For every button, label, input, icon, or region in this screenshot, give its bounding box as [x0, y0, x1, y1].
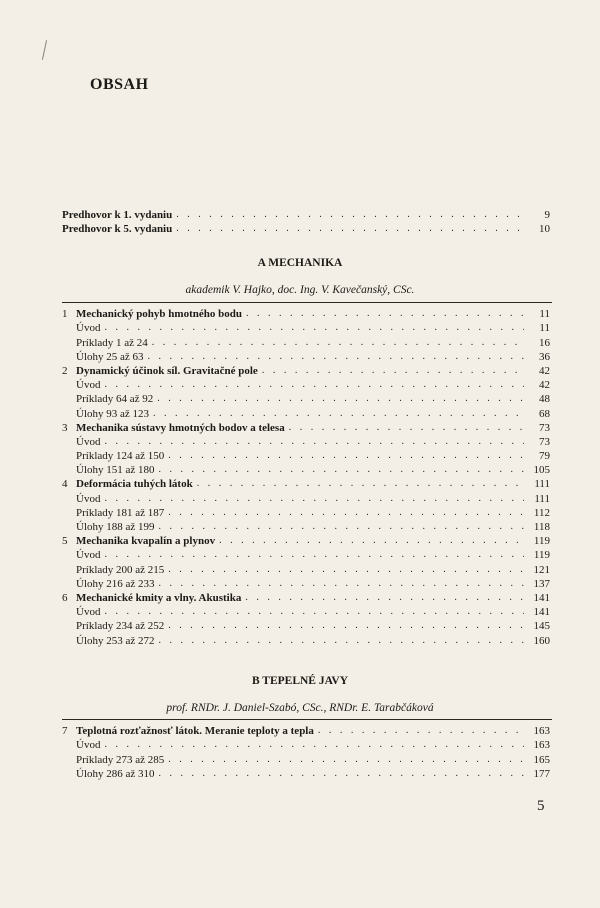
- toc-row: [62, 738, 550, 752]
- toc-page-number: 163: [533, 725, 550, 738]
- dot-leader: [262, 364, 524, 378]
- toc-row: [62, 605, 550, 619]
- section-authors: prof. RNDr. J. Daniel-Szabó, CSc., RNDr. E. Tarabčáková: [166, 702, 434, 714]
- divider: [62, 302, 552, 303]
- dot-leader: [159, 634, 524, 648]
- toc-page-number: 42: [539, 364, 550, 377]
- dot-leader: [197, 477, 524, 491]
- toc-entry-label: Úlohy 93 až 123: [76, 407, 150, 420]
- toc-entry-label: Príklady 273 až 285: [76, 753, 165, 766]
- toc-row: [62, 520, 550, 534]
- toc-page-number: 42: [539, 379, 550, 392]
- dot-leader: [168, 563, 524, 577]
- toc-page-number: 121: [533, 563, 550, 576]
- dot-leader: [104, 738, 524, 752]
- toc-entry-label: Deformácia tuhých látok: [76, 478, 193, 491]
- chapter-number: 5: [62, 535, 68, 548]
- toc-row: [62, 463, 550, 477]
- toc-page-number: 73: [539, 435, 550, 448]
- toc-page-number: 105: [533, 464, 550, 477]
- dot-leader: [159, 767, 524, 781]
- section-authors: akademik V. Hajko, doc. Ing. V. Kavečanský, CSc.: [185, 284, 415, 296]
- page-number: 5: [537, 798, 545, 814]
- toc-row: [62, 307, 550, 321]
- toc-page-number: 160: [533, 634, 550, 647]
- toc-row: [62, 767, 550, 781]
- chapter-number: 3: [62, 421, 68, 434]
- dot-leader: [168, 619, 524, 633]
- toc-page-number: 111: [534, 492, 550, 505]
- toc-page-number: 119: [533, 535, 550, 548]
- toc-row: [62, 534, 550, 548]
- dot-leader: [219, 534, 524, 548]
- toc-row: [62, 208, 550, 222]
- toc-row: [62, 335, 550, 349]
- toc-page-number: 145: [533, 620, 550, 633]
- toc-page-number: 11: [539, 308, 550, 321]
- dot-leader: [104, 378, 524, 392]
- chapter-number: 7: [62, 725, 68, 738]
- toc-row: [62, 752, 550, 766]
- dot-leader: [168, 753, 524, 767]
- toc-page-number: 112: [533, 506, 550, 519]
- toc-row: [62, 577, 550, 591]
- dot-leader: [159, 463, 524, 477]
- toc-entry-label: Úvod: [76, 492, 101, 505]
- dot-leader: [104, 605, 524, 619]
- dot-leader: [176, 222, 524, 236]
- toc-entry-label: Úvod: [76, 379, 101, 392]
- toc-page-number: 137: [533, 577, 550, 590]
- toc-row: [62, 350, 550, 364]
- dot-leader: [104, 492, 524, 506]
- dot-leader: [168, 506, 524, 520]
- toc-row: [62, 477, 550, 491]
- dot-leader: [289, 421, 524, 435]
- page-title: OBSAH: [90, 76, 149, 93]
- toc-page-number: 79: [539, 450, 550, 463]
- toc-row: [62, 435, 550, 449]
- toc-entry-label: Príklady 181 až 187: [76, 506, 165, 519]
- toc-entry-label: Úvod: [76, 739, 101, 752]
- toc-row: [62, 321, 550, 335]
- toc-entry-label: Úlohy 151 až 180: [76, 464, 155, 477]
- toc-row: [62, 633, 550, 647]
- toc-page-number: 119: [533, 549, 550, 562]
- chapter-number: 1: [62, 308, 68, 321]
- chapter-number: 4: [62, 478, 68, 491]
- toc-entry-label: Príklady 124 až 150: [76, 450, 165, 463]
- toc-entry-label: Príklady 1 až 24: [76, 336, 148, 349]
- toc-entry-label: Úvod: [76, 606, 101, 619]
- section-heading: A MECHANIKA: [257, 257, 343, 269]
- toc-page-number: 165: [533, 753, 550, 766]
- toc-row: [62, 378, 550, 392]
- dot-leader: [168, 449, 524, 463]
- toc-page-number: 36: [539, 350, 550, 363]
- toc-entry-label: Úlohy 286 až 310: [76, 767, 155, 780]
- toc-entry-label: Mechanika sústavy hmotných bodov a telesa: [76, 421, 285, 434]
- dot-leader: [176, 208, 524, 222]
- dot-leader: [152, 336, 524, 350]
- toc-page-number: 73: [539, 421, 550, 434]
- dot-leader: [245, 591, 524, 605]
- toc-entry-label: Mechanické kmity a vlny. Akustika: [76, 591, 242, 604]
- toc-row: [62, 724, 550, 738]
- toc-entry-label: Teplotná rozťažnosť látok. Meranie teploty a tepla: [76, 725, 314, 738]
- dot-leader: [148, 350, 524, 364]
- toc-entry-label: Príklady 200 až 215: [76, 563, 165, 576]
- toc-page-number: 141: [533, 591, 550, 604]
- toc-row: [62, 619, 550, 633]
- pencil-mark: [42, 40, 47, 60]
- dot-leader: [246, 307, 524, 321]
- dot-leader: [104, 548, 524, 562]
- toc-row: [62, 392, 550, 406]
- toc-row: [62, 421, 550, 435]
- dot-leader: [104, 321, 524, 335]
- section-b-list: [62, 724, 550, 781]
- dot-leader: [159, 577, 524, 591]
- toc-entry-label: Úlohy 253 až 272: [76, 634, 155, 647]
- dot-leader: [318, 724, 524, 738]
- chapter-number: 6: [62, 591, 68, 604]
- toc-page-number: 48: [539, 393, 550, 406]
- toc-entry-label: Úlohy 25 až 63: [76, 350, 144, 363]
- toc-row: [62, 548, 550, 562]
- toc-entry-label: Úlohy 188 až 199: [76, 521, 155, 533]
- chapter-number: 2: [62, 364, 68, 377]
- toc-page-number: 163: [533, 739, 550, 752]
- toc-row: [62, 562, 550, 576]
- toc-page-number: 118: [533, 521, 550, 533]
- toc-entry-label: Úvod: [76, 322, 101, 335]
- toc-row: [62, 591, 550, 605]
- section-heading: B TEPELNÉ JAVY: [251, 675, 349, 687]
- toc-page-number: 111: [534, 478, 550, 491]
- toc-entry-label: Príklady 64 až 92: [76, 393, 154, 406]
- dot-leader: [104, 435, 524, 449]
- toc-row: [62, 364, 550, 378]
- toc-entry-label: Úvod: [76, 435, 101, 448]
- toc-page-number: 68: [539, 407, 550, 420]
- toc-page-number: 177: [533, 767, 550, 780]
- toc-row: [62, 449, 550, 463]
- toc-entry-label: Príklady 234 až 252: [76, 620, 165, 633]
- toc-entry-label: Predhovor k 1. vydaniu: [62, 209, 173, 222]
- toc-entry-label: Predhovor k 5. vydaniu: [62, 223, 173, 236]
- toc-row: [62, 506, 550, 520]
- preface-list: [62, 208, 550, 236]
- toc-row: [62, 406, 550, 420]
- toc-page-number: 10: [539, 223, 550, 236]
- divider: [62, 719, 552, 720]
- toc-entry-label: Úvod: [76, 549, 101, 562]
- toc-entry-label: Dynamický účinok síl. Gravitačné pole: [76, 364, 258, 377]
- toc-page-number: 16: [539, 336, 550, 349]
- toc-page-number: 141: [533, 606, 550, 619]
- toc-entry-label: Mechanika kvapalín a plynov: [76, 535, 216, 548]
- toc-entry-label: Mechanický pohyb hmotného bodu: [76, 308, 242, 321]
- dot-leader: [157, 392, 524, 406]
- toc-row: [62, 222, 550, 236]
- toc-entry-label: Úlohy 216 až 233: [76, 577, 155, 590]
- toc-page-number: 11: [539, 322, 550, 335]
- dot-leader: [159, 520, 524, 534]
- toc-page-number: 9: [544, 209, 550, 222]
- dot-leader: [153, 407, 524, 421]
- toc-row: [62, 491, 550, 505]
- section-a-list: [62, 307, 550, 648]
